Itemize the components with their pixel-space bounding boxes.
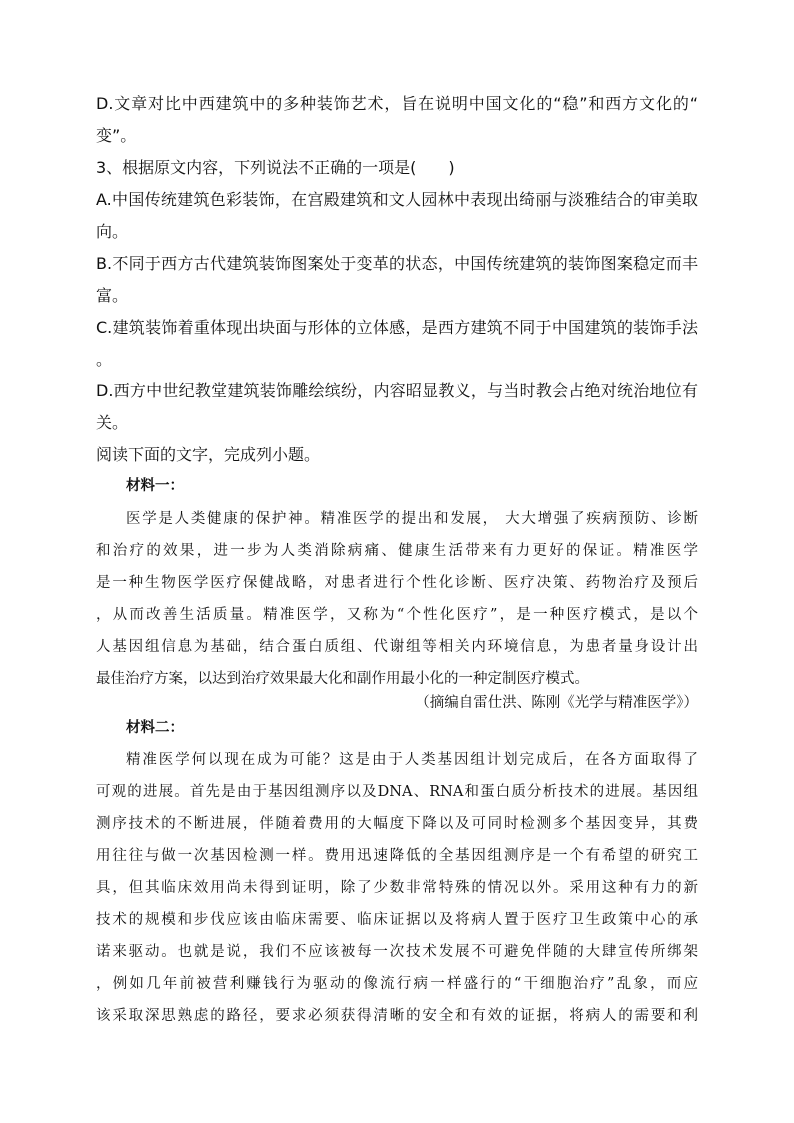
material-two-line: 测序技术的不断进展，伴随着费用的大幅度下降以及可同时检测多个基因变异，其费 bbox=[96, 816, 698, 832]
q3-option-a-line1: A.中国传统建筑色彩装饰，在宫殿建筑和文人园林中表现出绮丽与淡雅结合的审美取 bbox=[96, 190, 698, 209]
q3-option-b-line1: B.不同于西方古代建筑装饰图案处于变革的状态，中国传统建筑的装饰图案稳定而丰 bbox=[96, 254, 698, 273]
q3-option-c-line2: 。 bbox=[96, 350, 113, 369]
material-two-line: 该采取深思熟虑的路径，要求必须获得清晰的安全和有效的证据，将病人的需要和利 bbox=[96, 1008, 698, 1024]
q2-option-d-line1: D.文章对比中西建筑中的多种装饰艺术，旨在说明中国文化的“稳”和西方文化的“ bbox=[96, 94, 698, 113]
q3-stem: 3、根据原文内容，下列说法不正确的一项是( ) bbox=[96, 158, 455, 177]
q3-option-a-line2: 向。 bbox=[96, 222, 129, 241]
material-one-line: ，从而改善生活质量。精准医学，又称为“个性化医疗”，是一种医疗模式，是以个 bbox=[96, 607, 698, 623]
material-one-line: 和治疗的效果，进一步为人类消除病痛、健康生活带来有力更好的保证。精准医学 bbox=[96, 543, 698, 559]
material-two-line: 诺来驱动。也就是说，我们不应该被每一次技术发展不可避免伴随的大肆宣传所绑架 bbox=[96, 944, 698, 960]
q3-option-d-line2: 关。 bbox=[96, 413, 129, 432]
material-one-line: 人基因组信息为基础，结合蛋白质组、代谢组等相关内环境信息，为患者量身设计出 bbox=[96, 639, 698, 655]
material-two-line: 可观的进展。首先是由于基因组测序以及DNA、RNA和蛋白质分析技术的进展。基因组 bbox=[96, 784, 698, 800]
material-two-line: 用往往与做一次基因检测一样。费用迅速降低的全基因组测序是一个有希望的研究工 bbox=[96, 848, 698, 864]
material-two-line: 具，但其临床效用尚未得到证明，除了少数非常特殊的情况以外。采用这种有力的新 bbox=[96, 880, 698, 896]
material-one-heading: 材料一： bbox=[126, 477, 184, 494]
material-two-line: ，例如几年前被营利赚钱行为驱动的像流行病一样盛行的“干细胞治疗”乱象，而应 bbox=[96, 976, 698, 992]
material-two-heading: 材料二： bbox=[126, 719, 184, 736]
material-one-line: 医学是人类健康的保护神。精准医学的提出和发展， 大大增强了疾病预防、诊断 bbox=[126, 511, 698, 527]
material-one-line: 是一种生物医学医疗保健战略，对患者进行个性化诊断、医疗决策、药物治疗及预后 bbox=[96, 575, 698, 591]
material-one-source: （摘编自雷仕洪、陈刚《光学与精准医学》） bbox=[415, 695, 698, 711]
q3-option-d-line1: D.西方中世纪教堂建筑装饰雕绘缤纷，内容昭显教义，与当时教会占绝对统治地位有 bbox=[96, 381, 698, 400]
material-two-line: 精准医学何以现在成为可能？这是由于人类基因组计划完成后，在各方面取得了 bbox=[126, 752, 698, 768]
material-one-line: 最佳治疗方案，以达到治疗效果最大化和副作用最小化的一种定制医疗模式。 bbox=[96, 671, 589, 687]
q3-option-b-line2: 富。 bbox=[96, 286, 129, 305]
q2-option-d-line2: 变”。 bbox=[96, 126, 137, 145]
q3-option-c-line1: C.建筑装饰着重体现出块面与形体的立体感，是西方建筑不同于中国建筑的装饰手法 bbox=[96, 318, 698, 337]
reading-instruction: 阅读下面的文字，完成列小题。 bbox=[96, 445, 321, 464]
material-two-line: 技术的规模和步伐应该由临床需要、临床证据以及将病人置于医疗卫生政策中心的承 bbox=[96, 912, 698, 928]
